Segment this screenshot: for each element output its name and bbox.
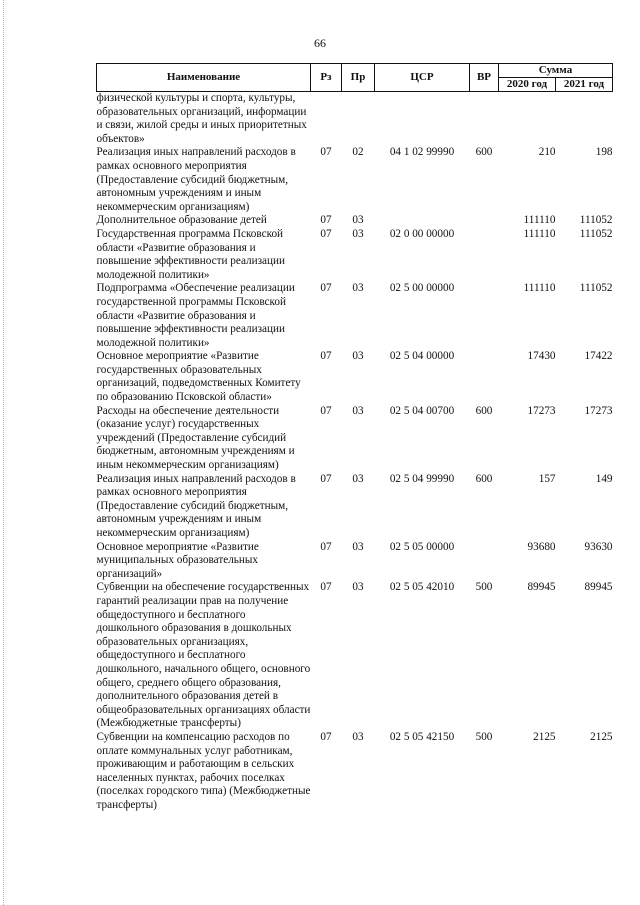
table-row [97,214,613,228]
table-header [97,64,613,92]
header-name: Наименование [97,64,311,92]
row-vr [470,92,499,147]
header-year-2021: 2021 год [556,78,613,92]
budget-table [96,63,613,812]
row-sum-2020: 111110 [523,214,556,227]
header-vr: ВР [470,64,499,92]
row-name: Реализация иных направлений расходов в рамках основного мероприятия (Предоставление субсидий бюджетным, автономным учреждениям и иным некоммерческим организациям) [96,146,296,213]
row-name: Основное мероприятие «Развитие муниципальных образовательных организаций» [96,540,259,580]
row-sum-2021: 111052 [579,282,613,295]
row-sum-2021: 111052 [579,214,613,227]
row-rz: 07 [320,730,332,743]
row-name: Подпрограмма «Обеспечение реализации государственной программы Псковской области «Развитие образования и повышение эффективности реализации молодежной политики» [96,282,295,349]
row-pr: 02 [352,146,364,159]
row-csr: 02 5 05 00000 [389,540,455,553]
row-sum-2021: 149 [595,472,613,485]
row-sum-2020: 17430 [527,350,556,363]
header-rz: Рз [311,64,342,92]
table-row [97,541,613,582]
row-vr: 600 [475,404,493,417]
page-number: 66 [314,36,326,50]
row-sum-2020: 2125 [533,730,556,743]
table-row [97,350,613,404]
row-pr: 03 [352,227,364,240]
table-row [97,146,613,214]
row-name: Реализация иных направлений расходов в рамках основного мероприятия (Предоставление субсидий бюджетным, автономным учреждениям и иным некоммерческим организациям) [96,472,296,539]
row-sum-2021: 89945 [584,581,613,594]
row-pr: 03 [352,472,364,485]
row-vr [470,541,499,582]
row-vr: 600 [475,472,493,485]
row-vr [470,282,499,350]
row-csr: 02 5 05 42010 [389,581,455,594]
row-name: Расходы на обеспечение деятельности (оказание услуг) государственных учреждений (Предоставление субсидий бюджетным, автономным учреждениям и иным некоммерческим организациям) [96,404,295,472]
row-vr: 600 [475,146,493,159]
row-sum-2020: 210 [538,146,556,159]
table-row [97,581,613,731]
row-pr: 03 [352,350,364,363]
row-pr [342,92,375,147]
row-csr: 02 5 04 00700 [389,404,455,417]
table-row [97,473,613,541]
row-rz: 07 [320,472,332,485]
table-row [97,282,613,350]
table-body [97,92,613,813]
row-csr: 02 5 00 00000 [389,282,455,295]
row-sum-2020: 89945 [527,581,556,594]
header-year-2020: 2020 год [499,78,556,92]
row-name: Государственная программа Псковской области «Развитие образования и повышение эффективности реализации молодежной политики» [96,227,285,281]
row-sum-2020: 111110 [523,282,556,295]
row-pr: 03 [352,282,364,295]
table-row [97,405,613,473]
row-sum-2021: 111052 [579,227,613,240]
row-sum-2021: 17273 [584,404,613,417]
row-pr: 03 [352,214,364,227]
row-csr: 02 5 04 00000 [389,350,455,363]
row-pr: 03 [352,404,364,417]
row-csr: 02 5 04 99990 [389,472,455,485]
table-row [97,228,613,282]
row-vr: 500 [475,730,493,743]
row-name: физической культуры и спорта, культуры, образовательных организаций, информации и связи, жилой среды и иных приоритетных объектов» [96,92,307,145]
row-vr [470,228,499,282]
row-vr [470,350,499,404]
row-sum-2020: 157 [538,472,556,485]
row-rz: 07 [320,404,332,417]
row-name: Субвенции на обеспечение государственных гарантий реализации прав на получение общедоступного и бесплатного дошкольного образования в дошкольных образовательных организациях, общедоступного и бесплатного дошкольного, начального общего, основного общего, среднего общего образования, дополнительного образования детей в общеобразовательных организациях области (Межбюджетные трансферты) [96,581,311,730]
row-csr: 02 0 00 00000 [389,227,455,240]
row-sum-2021: 93630 [584,540,613,553]
row-csr [375,214,470,228]
row-csr: 02 5 05 42150 [389,730,455,743]
row-sum-2021: 198 [595,146,613,159]
row-pr: 03 [352,540,364,553]
row-sum-2020: 93680 [527,540,556,553]
row-rz: 07 [320,214,332,227]
row-rz: 07 [320,282,332,295]
row-sum-2020 [499,92,556,147]
row-pr: 03 [352,730,364,743]
row-csr [375,92,470,147]
row-csr: 04 1 02 99990 [389,146,455,159]
row-rz: 07 [320,146,332,159]
scan-edge-line [3,0,4,905]
row-sum-2020: 111110 [523,227,556,240]
row-pr: 03 [352,581,364,594]
row-sum-2021 [556,92,613,147]
row-name: Дополнительное образование детей [96,214,267,227]
row-rz: 07 [320,350,332,363]
header-pr: Пр [342,64,375,92]
row-rz: 07 [320,540,332,553]
row-name: Основное мероприятие «Развитие государственных образовательных организаций, подведомственных Комитету по образованию Псковской области» [96,350,301,404]
row-rz: 07 [320,227,332,240]
row-sum-2020: 17273 [527,404,556,417]
row-vr [470,214,499,228]
row-name: Субвенции на компенсацию расходов по оплате коммунальных услуг работникам, проживающим и работающим в сельских населенных пунктах, рабочих поселках (поселках городского типа) (Межбюджетные трансферты) [96,730,311,811]
header-csr: ЦСР [375,64,470,92]
row-vr: 500 [475,581,493,594]
header-sum: Сумма [499,64,613,78]
row-rz [311,92,342,147]
row-sum-2021: 2125 [590,730,613,743]
table-row [97,92,613,147]
row-rz: 07 [320,581,332,594]
table-row [97,731,613,813]
row-sum-2021: 17422 [584,350,613,363]
